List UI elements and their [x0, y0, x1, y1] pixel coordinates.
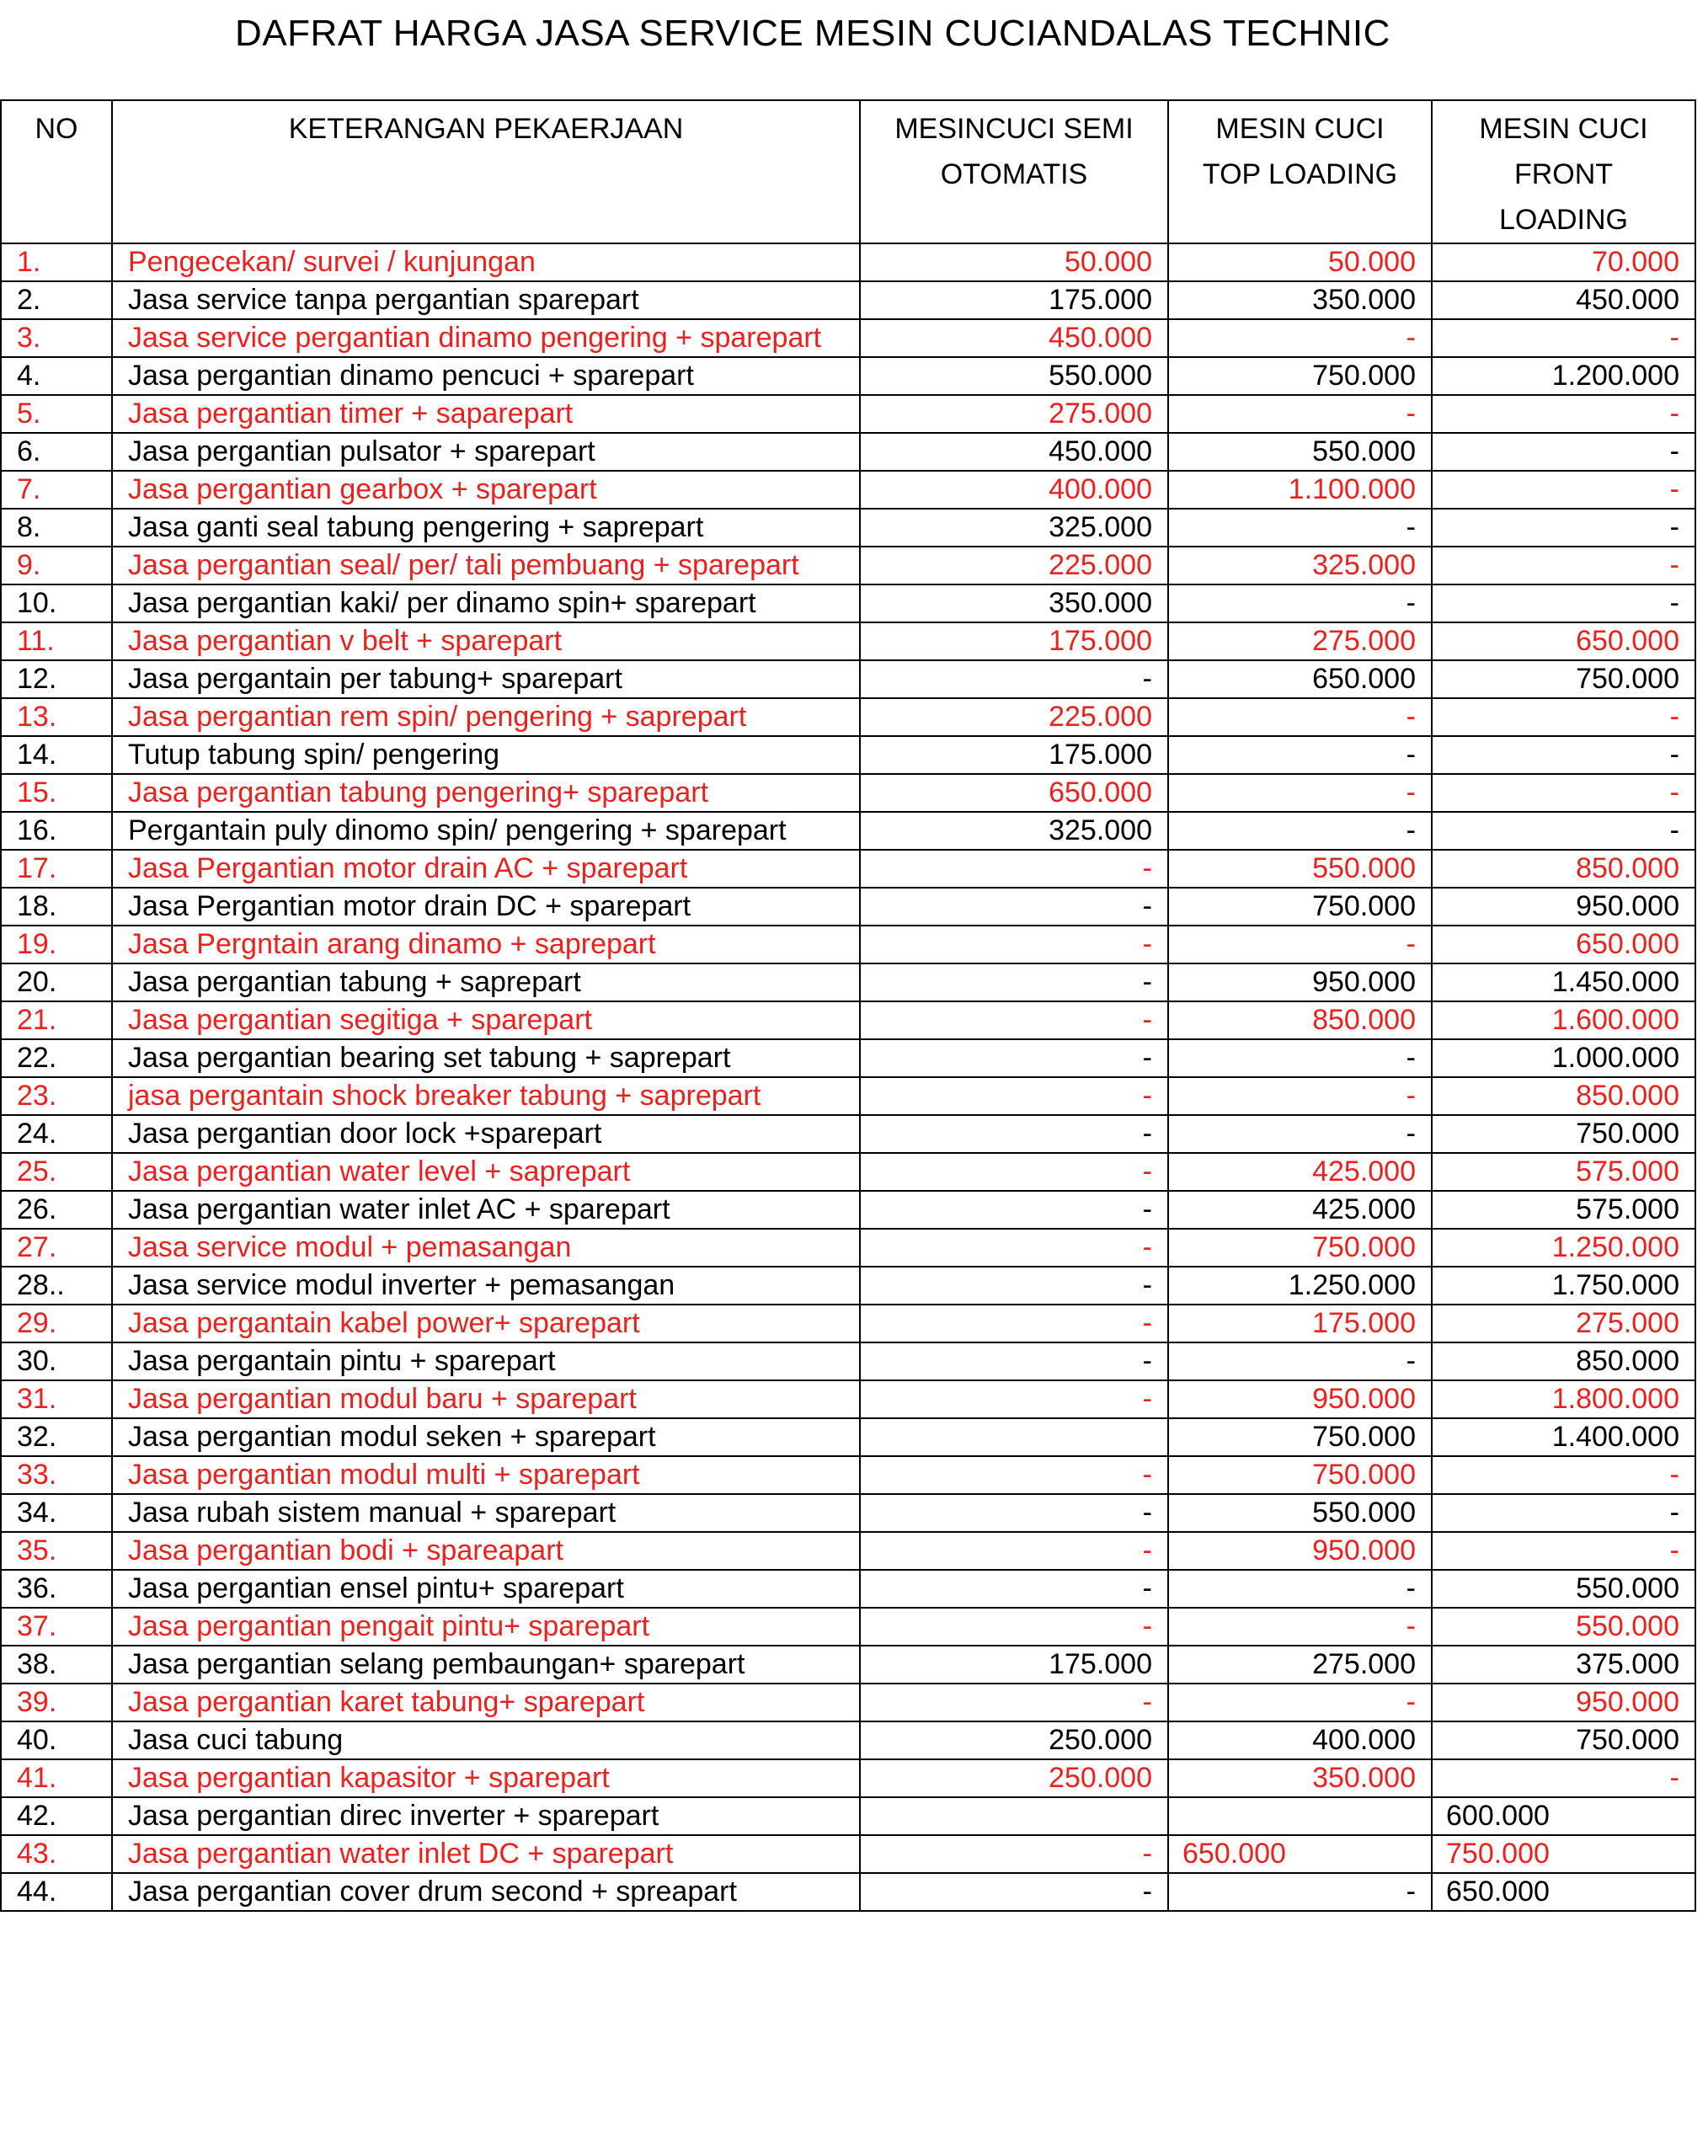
price-front-loading: -: [1432, 584, 1695, 622]
header-no: NO: [1, 100, 112, 243]
row-description: Jasa Pergntain arang dinamo + saprepart: [112, 926, 860, 963]
row-number: 32.: [1, 1418, 112, 1456]
row-number: 21.: [1, 1001, 112, 1039]
price-front-loading: 575.000: [1432, 1191, 1695, 1229]
price-front-loading: -: [1432, 1494, 1695, 1532]
row-description: Jasa pergantian segitiga + sparepart: [112, 1001, 860, 1039]
row-number: 16.: [1, 812, 112, 850]
price-semi-automatic: -: [860, 926, 1168, 963]
price-top-loading: 425.000: [1168, 1153, 1432, 1191]
price-semi-automatic: 250.000: [860, 1721, 1168, 1759]
price-front-loading: 1.750.000: [1432, 1267, 1695, 1305]
price-top-loading: 950.000: [1168, 1532, 1432, 1570]
price-top-loading: -: [1168, 1684, 1432, 1721]
table-row: [1, 850, 1695, 888]
table-row: [1, 1456, 1695, 1494]
row-description: Jasa pergantian water inlet AC + sparepart: [112, 1191, 860, 1229]
row-number: 38.: [1, 1646, 112, 1684]
price-semi-automatic: -: [860, 888, 1168, 926]
table-row: [1, 736, 1695, 774]
price-top-loading: -: [1168, 1039, 1432, 1077]
table-row: [1, 1494, 1695, 1532]
price-front-loading: -: [1432, 698, 1695, 736]
price-semi-automatic: -: [860, 660, 1168, 698]
price-front-loading: 650.000: [1432, 926, 1695, 963]
price-front-loading: 850.000: [1432, 850, 1695, 888]
row-number: 14.: [1, 736, 112, 774]
table-row: [1, 698, 1695, 736]
price-semi-automatic: -: [860, 1570, 1168, 1608]
price-top-loading: -: [1168, 1342, 1432, 1380]
table-header-row: [1, 100, 1695, 243]
price-semi-automatic: -: [860, 1684, 1168, 1721]
price-semi-automatic: 650.000: [860, 774, 1168, 812]
table-row: [1, 1532, 1695, 1570]
table-row: [1, 1039, 1695, 1077]
row-description: Jasa service tanpa pergantian sparepart: [112, 281, 860, 319]
price-semi-automatic: -: [860, 1153, 1168, 1191]
table-row: [1, 1191, 1695, 1229]
price-semi-automatic: 175.000: [860, 1646, 1168, 1684]
price-front-loading: 600.000: [1432, 1797, 1695, 1835]
row-description: Jasa rubah sistem manual + sparepart: [112, 1494, 860, 1532]
header-description: KETERANGAN PEKAERJAAN: [112, 100, 860, 243]
price-top-loading: -: [1168, 1608, 1432, 1646]
row-number: 4.: [1, 357, 112, 395]
price-front-loading: 575.000: [1432, 1153, 1695, 1191]
price-table: [0, 99, 1696, 1912]
row-description: Tutup tabung spin/ pengering: [112, 736, 860, 774]
price-semi-automatic: -: [860, 1267, 1168, 1305]
price-semi-automatic: -: [860, 1608, 1168, 1646]
price-top-loading: 1.100.000: [1168, 471, 1432, 509]
table-row: [1, 319, 1695, 357]
row-description: Pergantain puly dinomo spin/ pengering + sparepart: [112, 812, 860, 850]
price-top-loading: -: [1168, 812, 1432, 850]
table-row: [1, 812, 1695, 850]
price-front-loading: 950.000: [1432, 1684, 1695, 1721]
row-description: Jasa Pergantian motor drain AC + sparepart: [112, 850, 860, 888]
row-number: 35.: [1, 1532, 112, 1570]
row-number: 37.: [1, 1608, 112, 1646]
table-row: [1, 281, 1695, 319]
price-front-loading: 70.000: [1432, 243, 1695, 281]
price-front-loading: 550.000: [1432, 1608, 1695, 1646]
price-semi-automatic: -: [860, 850, 1168, 888]
row-description: Jasa pergantian bodi + spareapart: [112, 1532, 860, 1570]
table-row: [1, 471, 1695, 509]
row-number: 33.: [1, 1456, 112, 1494]
price-semi-automatic: -: [860, 1873, 1168, 1911]
price-semi-automatic: 275.000: [860, 395, 1168, 433]
price-front-loading: 1.450.000: [1432, 963, 1695, 1001]
price-top-loading: 750.000: [1168, 357, 1432, 395]
row-description: Jasa pergantian water level + saprepart: [112, 1153, 860, 1191]
price-front-loading: 1.400.000: [1432, 1418, 1695, 1456]
table-row: [1, 395, 1695, 433]
price-top-loading: -: [1168, 584, 1432, 622]
price-top-loading: 850.000: [1168, 1001, 1432, 1039]
price-semi-automatic: -: [860, 1229, 1168, 1267]
price-front-loading: -: [1432, 433, 1695, 471]
row-number: 42.: [1, 1797, 112, 1835]
row-number: 6.: [1, 433, 112, 471]
row-number: 36.: [1, 1570, 112, 1608]
row-description: Jasa pergantian rem spin/ pengering + saprepart: [112, 698, 860, 736]
price-semi-automatic: 350.000: [860, 584, 1168, 622]
row-description: Jasa pergantian kapasitor + sparepart: [112, 1759, 860, 1797]
row-description: Jasa pergantian water inlet DC + sparepart: [112, 1835, 860, 1873]
row-description: Jasa pergantian pulsator + sparepart: [112, 433, 860, 471]
row-number: 30.: [1, 1342, 112, 1380]
price-semi-automatic: 325.000: [860, 509, 1168, 547]
price-front-loading: -: [1432, 509, 1695, 547]
table-row: [1, 660, 1695, 698]
price-front-loading: 275.000: [1432, 1305, 1695, 1342]
table-row: [1, 1001, 1695, 1039]
header-top-loading: MESIN CUCI TOP LOADING: [1168, 100, 1432, 243]
row-number: 29.: [1, 1305, 112, 1342]
price-semi-automatic: -: [860, 1835, 1168, 1873]
price-semi-automatic: -: [860, 1191, 1168, 1229]
row-number: 40.: [1, 1721, 112, 1759]
price-front-loading: -: [1432, 774, 1695, 812]
row-number: 10.: [1, 584, 112, 622]
row-description: Jasa Pergantian motor drain DC + sparepart: [112, 888, 860, 926]
table-row: [1, 1380, 1695, 1418]
price-semi-automatic: 250.000: [860, 1759, 1168, 1797]
table-row: [1, 1342, 1695, 1380]
price-top-loading: -: [1168, 926, 1432, 963]
row-description: Jasa pergantian seal/ per/ tali pembuang + sparepart: [112, 547, 860, 584]
price-top-loading: 350.000: [1168, 1759, 1432, 1797]
price-top-loading: 275.000: [1168, 622, 1432, 660]
price-front-loading: 650.000: [1432, 622, 1695, 660]
row-description: Jasa pergantian modul multi + sparepart: [112, 1456, 860, 1494]
price-semi-automatic: -: [860, 963, 1168, 1001]
row-description: Jasa pergantain kabel power+ sparepart: [112, 1305, 860, 1342]
price-front-loading: 1.800.000: [1432, 1380, 1695, 1418]
row-number: 41.: [1, 1759, 112, 1797]
price-front-loading: 750.000: [1432, 660, 1695, 698]
row-number: 26.: [1, 1191, 112, 1229]
price-front-loading: 650.000: [1432, 1873, 1695, 1911]
table-row: [1, 1873, 1695, 1911]
price-semi-automatic: -: [860, 1456, 1168, 1494]
price-semi-automatic: 50.000: [860, 243, 1168, 281]
price-front-loading: 1.250.000: [1432, 1229, 1695, 1267]
price-semi-automatic: 400.000: [860, 471, 1168, 509]
table-row: [1, 622, 1695, 660]
table-row: [1, 1418, 1695, 1456]
price-semi-automatic: 450.000: [860, 433, 1168, 471]
row-description: Jasa pergantian direc inverter + sparepart: [112, 1797, 860, 1835]
price-semi-automatic: 225.000: [860, 547, 1168, 584]
price-semi-automatic: -: [860, 1115, 1168, 1153]
price-top-loading: 175.000: [1168, 1305, 1432, 1342]
table-row: [1, 1797, 1695, 1835]
price-semi-automatic: 550.000: [860, 357, 1168, 395]
row-number: 1.: [1, 243, 112, 281]
table-row: [1, 243, 1695, 281]
price-front-loading: -: [1432, 1532, 1695, 1570]
table-row: [1, 1305, 1695, 1342]
price-top-loading: 50.000: [1168, 243, 1432, 281]
price-top-loading: 325.000: [1168, 547, 1432, 584]
row-number: 8.: [1, 509, 112, 547]
row-number: 9.: [1, 547, 112, 584]
row-description: Pengecekan/ survei / kunjungan: [112, 243, 860, 281]
row-description: Jasa pergantian pengait pintu+ sparepart: [112, 1608, 860, 1646]
price-top-loading: 950.000: [1168, 963, 1432, 1001]
price-front-loading: 850.000: [1432, 1342, 1695, 1380]
price-front-loading: 950.000: [1432, 888, 1695, 926]
table-row: [1, 1077, 1695, 1115]
row-number: 23.: [1, 1077, 112, 1115]
table-body: [1, 243, 1695, 1911]
row-number: 34.: [1, 1494, 112, 1532]
price-front-loading: -: [1432, 471, 1695, 509]
price-front-loading: 750.000: [1432, 1721, 1695, 1759]
table-row: [1, 1646, 1695, 1684]
price-front-loading: 850.000: [1432, 1077, 1695, 1115]
price-front-loading: -: [1432, 547, 1695, 584]
price-top-loading: 750.000: [1168, 1456, 1432, 1494]
row-number: 25.: [1, 1153, 112, 1191]
price-top-loading: -: [1168, 509, 1432, 547]
row-number: 27.: [1, 1229, 112, 1267]
table-row: [1, 888, 1695, 926]
price-top-loading: 275.000: [1168, 1646, 1432, 1684]
row-description: Jasa pergantian tabung pengering+ sparepart: [112, 774, 860, 812]
row-description: Jasa pergantian selang pembaungan+ sparepart: [112, 1646, 860, 1684]
price-front-loading: 375.000: [1432, 1646, 1695, 1684]
row-number: 2.: [1, 281, 112, 319]
row-description: Jasa pergantian karet tabung+ sparepart: [112, 1684, 860, 1721]
row-description: jasa pergantain shock breaker tabung + saprepart: [112, 1077, 860, 1115]
table-row: [1, 1115, 1695, 1153]
row-number: 22.: [1, 1039, 112, 1077]
table-row: [1, 509, 1695, 547]
price-top-loading: 750.000: [1168, 888, 1432, 926]
price-front-loading: -: [1432, 1456, 1695, 1494]
table-row: [1, 774, 1695, 812]
table-row: [1, 433, 1695, 471]
price-semi-automatic: -: [860, 1039, 1168, 1077]
price-semi-automatic: -: [860, 1305, 1168, 1342]
row-number: 19.: [1, 926, 112, 963]
row-number: 39.: [1, 1684, 112, 1721]
page-title: DAFRAT HARGA JASA SERVICE MESIN CUCIANDALAS TECHNIC: [235, 13, 1390, 54]
price-semi-automatic: 225.000: [860, 698, 1168, 736]
row-number: 18.: [1, 888, 112, 926]
row-number: 13.: [1, 698, 112, 736]
price-top-loading: 750.000: [1168, 1229, 1432, 1267]
table-row: [1, 1570, 1695, 1608]
price-top-loading: 1.250.000: [1168, 1267, 1432, 1305]
table-row: [1, 926, 1695, 963]
price-front-loading: -: [1432, 1759, 1695, 1797]
price-semi-automatic: 325.000: [860, 812, 1168, 850]
price-front-loading: -: [1432, 319, 1695, 357]
row-description: Jasa pergantian modul baru + sparepart: [112, 1380, 860, 1418]
header-front-loading: MESIN CUCI FRONT LOADING: [1432, 100, 1695, 243]
table-row: [1, 1229, 1695, 1267]
table-row: [1, 1153, 1695, 1191]
row-description: Jasa pergantain pintu + sparepart: [112, 1342, 860, 1380]
price-top-loading: 950.000: [1168, 1380, 1432, 1418]
row-description: Jasa pergantian modul seken + sparepart: [112, 1418, 860, 1456]
price-front-loading: -: [1432, 812, 1695, 850]
price-top-loading: [1168, 1797, 1432, 1835]
price-semi-automatic: -: [860, 1532, 1168, 1570]
row-number: 28..: [1, 1267, 112, 1305]
row-number: 3.: [1, 319, 112, 357]
row-number: 20.: [1, 963, 112, 1001]
table-row: [1, 584, 1695, 622]
row-number: 5.: [1, 395, 112, 433]
price-semi-automatic: -: [860, 1380, 1168, 1418]
row-description: Jasa pergantian gearbox + sparepart: [112, 471, 860, 509]
price-front-loading: 1.200.000: [1432, 357, 1695, 395]
price-top-loading: -: [1168, 1077, 1432, 1115]
row-number: 31.: [1, 1380, 112, 1418]
table-row: [1, 357, 1695, 395]
price-front-loading: -: [1432, 395, 1695, 433]
price-top-loading: 350.000: [1168, 281, 1432, 319]
price-top-loading: 550.000: [1168, 850, 1432, 888]
price-top-loading: 425.000: [1168, 1191, 1432, 1229]
row-description: Jasa ganti seal tabung pengering + saprepart: [112, 509, 860, 547]
price-top-loading: -: [1168, 395, 1432, 433]
row-description: Jasa cuci tabung: [112, 1721, 860, 1759]
price-semi-automatic: -: [860, 1077, 1168, 1115]
row-number: 15.: [1, 774, 112, 812]
price-semi-automatic: [860, 1418, 1168, 1456]
table-row: [1, 1835, 1695, 1873]
row-number: 7.: [1, 471, 112, 509]
price-front-loading: 750.000: [1432, 1835, 1695, 1873]
price-semi-automatic: -: [860, 1001, 1168, 1039]
price-top-loading: 550.000: [1168, 433, 1432, 471]
price-top-loading: -: [1168, 698, 1432, 736]
row-description: Jasa service pergantian dinamo pengering + sparepart: [112, 319, 860, 357]
row-number: 44.: [1, 1873, 112, 1911]
price-front-loading: 750.000: [1432, 1115, 1695, 1153]
row-number: 12.: [1, 660, 112, 698]
price-top-loading: -: [1168, 1115, 1432, 1153]
row-description: Jasa pergantian timer + saparepart: [112, 395, 860, 433]
row-description: Jasa pergantian cover drum second + spreapart: [112, 1873, 860, 1911]
price-front-loading: 1.600.000: [1432, 1001, 1695, 1039]
row-description: Jasa service modul + pemasangan: [112, 1229, 860, 1267]
row-number: 11.: [1, 622, 112, 660]
price-semi-automatic: 175.000: [860, 281, 1168, 319]
price-semi-automatic: 175.000: [860, 622, 1168, 660]
price-front-loading: 550.000: [1432, 1570, 1695, 1608]
price-top-loading: 650.000: [1168, 1835, 1432, 1873]
table-row: [1, 1759, 1695, 1797]
row-description: Jasa pergantian door lock +sparepart: [112, 1115, 860, 1153]
row-number: 43.: [1, 1835, 112, 1873]
price-top-loading: -: [1168, 319, 1432, 357]
price-semi-automatic: -: [860, 1342, 1168, 1380]
row-description: Jasa pergantian dinamo pencuci + sparepart: [112, 357, 860, 395]
price-top-loading: 750.000: [1168, 1418, 1432, 1456]
table-row: [1, 1608, 1695, 1646]
row-description: Jasa pergantian tabung + saprepart: [112, 963, 860, 1001]
price-front-loading: 450.000: [1432, 281, 1695, 319]
price-semi-automatic: 175.000: [860, 736, 1168, 774]
price-top-loading: -: [1168, 1873, 1432, 1911]
price-front-loading: -: [1432, 736, 1695, 774]
price-top-loading: -: [1168, 736, 1432, 774]
row-number: 24.: [1, 1115, 112, 1153]
price-semi-automatic: 450.000: [860, 319, 1168, 357]
row-number: 17.: [1, 850, 112, 888]
price-top-loading: 400.000: [1168, 1721, 1432, 1759]
price-top-loading: -: [1168, 1570, 1432, 1608]
price-top-loading: 650.000: [1168, 660, 1432, 698]
price-front-loading: 1.000.000: [1432, 1039, 1695, 1077]
table-row: [1, 1267, 1695, 1305]
row-description: Jasa pergantian bearing set tabung + saprepart: [112, 1039, 860, 1077]
price-top-loading: -: [1168, 774, 1432, 812]
table-row: [1, 1684, 1695, 1721]
row-description: Jasa pergantian kaki/ per dinamo spin+ sparepart: [112, 584, 860, 622]
header-semi-automatic: MESINCUCI SEMI OTOMATIS: [860, 100, 1168, 243]
row-description: Jasa pergantian v belt + sparepart: [112, 622, 860, 660]
table-row: [1, 1721, 1695, 1759]
table-row: [1, 963, 1695, 1001]
table-row: [1, 547, 1695, 584]
row-description: Jasa pergantain per tabung+ sparepart: [112, 660, 860, 698]
price-semi-automatic: -: [860, 1494, 1168, 1532]
row-description: Jasa service modul inverter + pemasangan: [112, 1267, 860, 1305]
price-top-loading: 550.000: [1168, 1494, 1432, 1532]
row-description: Jasa pergantian ensel pintu+ sparepart: [112, 1570, 860, 1608]
price-semi-automatic: [860, 1797, 1168, 1835]
